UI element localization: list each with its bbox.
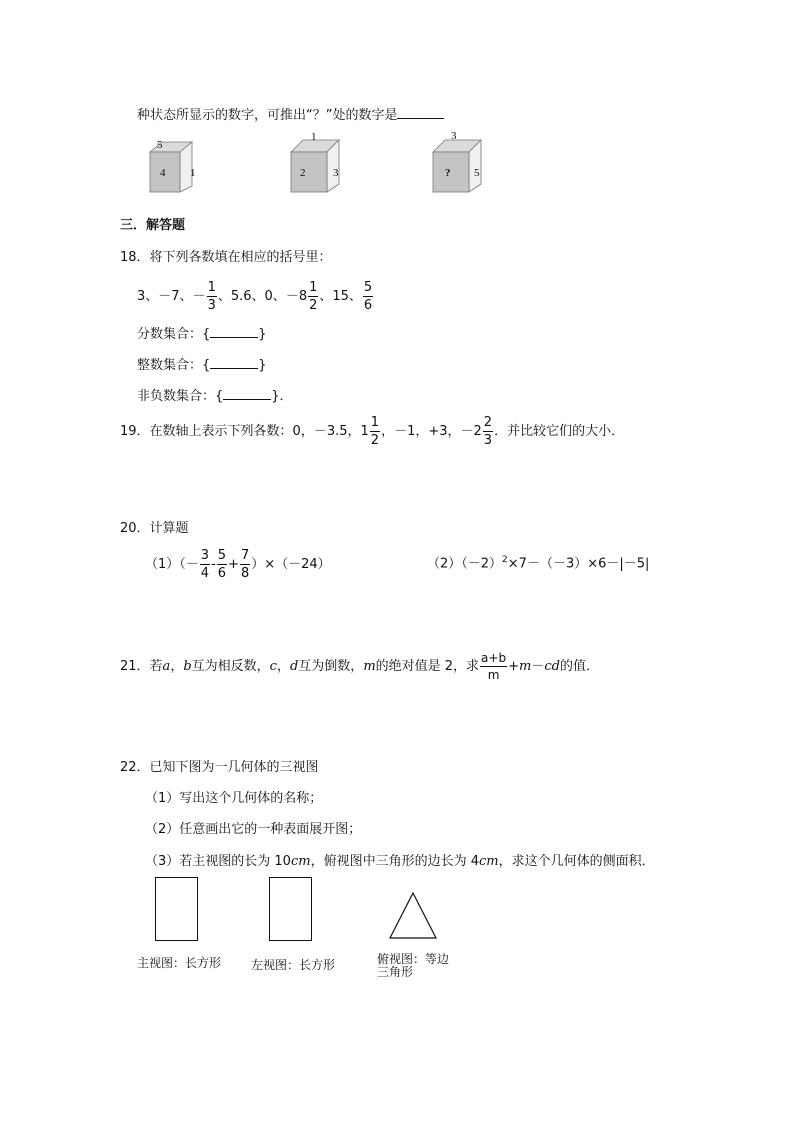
fraction: $\frac{3}{4}$ [200,548,210,581]
cube-2-right-label: 3 [333,167,339,179]
q20-part2: $(2)(-2)^2\times 7-(-3)\times 6-|-5|$ [427,555,650,572]
cube-3 [423,126,489,196]
cube-2-front-face [291,152,327,192]
fraction: $\frac{1}{2}$ [309,280,318,313]
q21-text: 21．若 a ， b 互为相反数， c ， d 互为倒数， m 的绝对值是 2，求 $\frac{a+b}{m}$ + m － cd 的值． [120,651,599,682]
fraction: $\frac{a+b}{m}$ [481,651,507,682]
fraction: $\frac{5}{6}$ [363,280,373,313]
cube-1 [140,128,200,196]
cube-1-top-label: 5 [157,139,163,151]
q17-text: 种状态所显示的数字，可推出“？”处的数字是 [137,106,444,122]
section-title: 三．解答题 [120,218,186,233]
q19-text: 19．在数轴上表示下列各数：0，－3.5， 1 $\frac{1}{2}$ ，－1，+3，－ 2 $\frac{2}{3}$ ．并比较它们的大小． [120,415,625,448]
top-view-label-line1: 俯视图：等边 [377,952,450,966]
fraction: $\frac{7}{8}$ [240,548,250,581]
fraction: $\frac{1}{2}$ [370,415,380,448]
q22-subquestion-1: （1）写出这个几何体的名称； [145,791,323,806]
q18-numbers: 3、 －7、 － $\frac{1}{3}$ 、5.6、0、 －8 $\frac{1}{2}$ 、15、 $\frac{5}{6}$ [137,280,373,313]
cube-3-top-label: 3 [451,130,457,142]
cube-3-front-face [433,152,469,192]
left-view-label: 左视图：长方形 [251,958,336,972]
front-view-label: 主视图：长方形 [137,956,222,970]
cube-3-front-label: ? [445,167,451,179]
left-view-rectangle [269,877,312,941]
front-view-rectangle [155,877,198,941]
q20-part1: （1）（－ $\frac{3}{4}$ - $\frac{5}{6}$ + $\frac{7}{8}$ ）×（－24） [145,548,331,581]
integer-set-blank[interactable] [210,356,258,369]
q22-subquestion-3: （3）若主视图的长为 10cm，俯视图中三角形的边长为 4cm，求这个几何体的侧面积． [145,854,655,869]
q22-stem: 22．已知下图为一几何体的三视图 [120,760,319,775]
cube-3-right-label: 5 [474,167,480,179]
fraction: $\frac{5}{6}$ [217,548,227,581]
fraction: $\frac{1}{3}$ [207,280,216,313]
top-view-triangle [387,891,439,941]
q18-stem: 18．将下列各数填在相应的括号里： [120,250,332,265]
cube-2 [281,128,347,196]
q20-title: 20．计算题 [120,521,189,536]
q18-set-nonnegative: 非负数集合：{ }． [137,389,293,404]
cube-2-front-label: 2 [300,167,306,179]
top-view-label-line2: 三角形 [377,965,414,979]
cube-2-top-label: 1 [311,131,317,143]
q18-set-integer: 整数集合：{ } [137,358,267,373]
cube-1-right-label: 1 [190,167,196,179]
nonnegative-set-blank[interactable] [223,387,271,400]
cube-1-front-label: 4 [160,167,166,179]
q17-answer-blank[interactable] [397,106,444,119]
fraction-set-blank[interactable] [210,325,258,338]
q22-subquestion-2: （2）任意画出它的一种表面展开图； [145,822,362,837]
q18-set-fraction: 分数集合：{ } [137,327,267,342]
fraction: $\frac{2}{3}$ [483,415,493,448]
